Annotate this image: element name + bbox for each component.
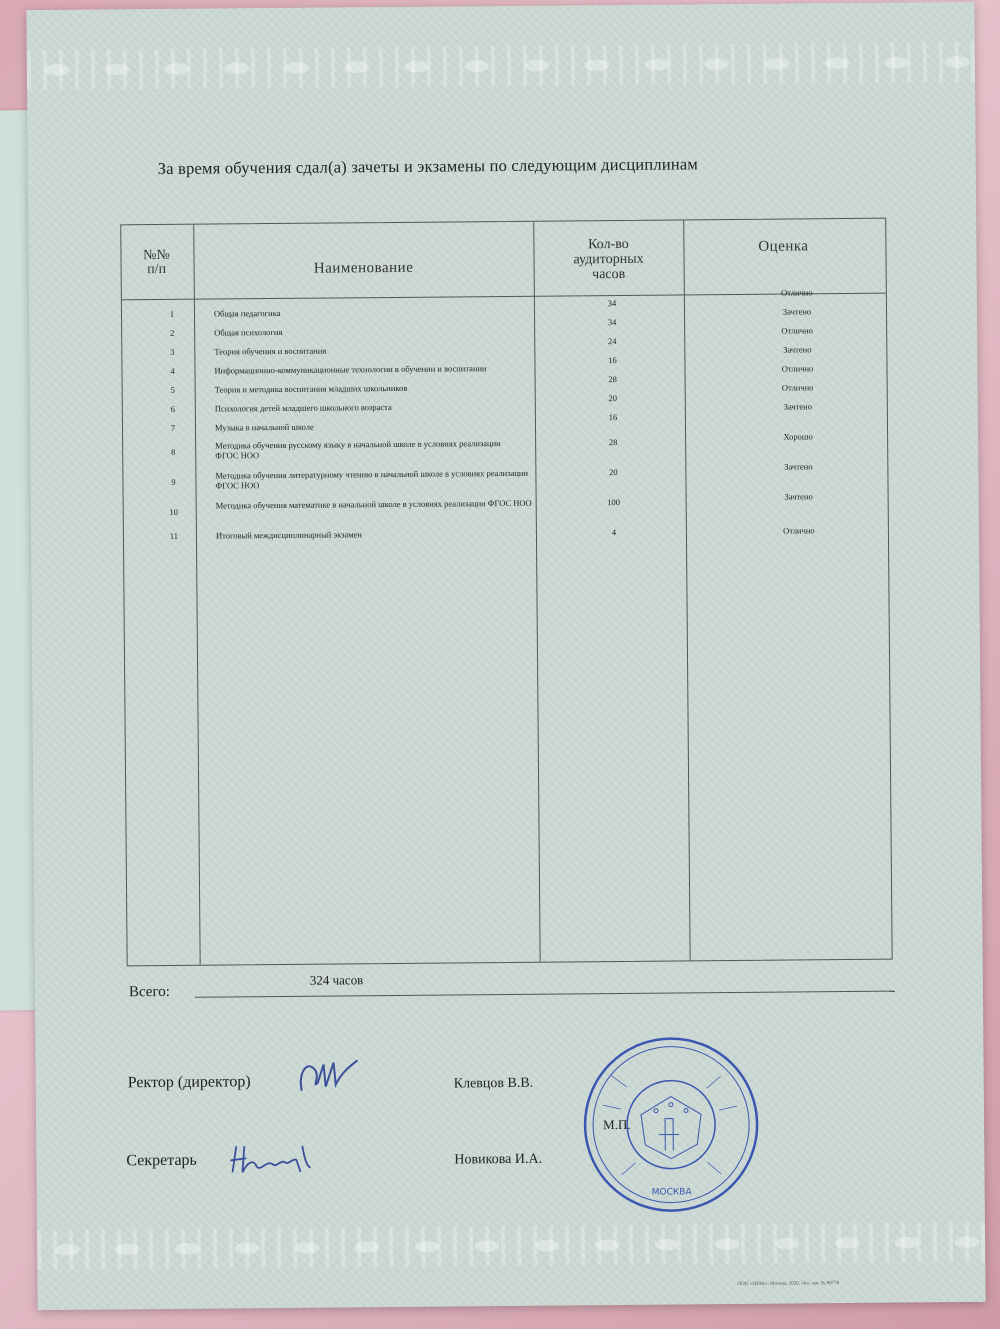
row-hours: 28 [608,437,618,448]
row-hours: 20 [609,467,618,478]
stamp-place-label: М.П. [603,1116,631,1133]
rector-label: Ректор (директор) [127,1073,251,1092]
row-discipline: Психология детей младшего школьного возраста [214,401,392,414]
printer-imprint: ООО «ЗНАК», Москва, 2020, «Б», зак. № 90770 [737,1281,840,1288]
row-discipline: Общая педагогика [213,307,281,319]
row-discipline: Теория и методика воспитания младших школьников [214,382,408,395]
row-grade: Отлично [783,525,815,536]
total-hours: 324 часов [309,972,364,988]
row-hours: 24 [607,336,617,347]
row-hours: 34 [607,298,617,309]
column-header-hours: Кол-во аудиторных часов [573,236,644,283]
row-number: 3 [170,346,175,357]
ornamental-border-bottom [37,1222,985,1270]
row-grade: Отлично [781,287,813,298]
row-number: 4 [170,365,175,376]
table-row [123,461,887,491]
row-discipline: Теория обучения и воспитания [214,345,327,357]
row-number: 5 [170,384,175,395]
row-grade: Хорошо [783,431,813,442]
row-number: 11 [169,530,179,541]
column-header-name: Наименование [313,259,414,277]
row-discipline: Музыка в начальной школе [214,421,314,433]
row-number: 6 [170,403,175,414]
column-header-grade: Оценка [758,238,809,255]
row-grade: Зачтено [782,306,812,317]
row-discipline: Общая психология [214,326,283,338]
row-number: 10 [169,506,179,517]
row-hours: 4 [611,527,617,538]
seal-city: МОСКВА [651,1187,692,1198]
table-row [124,525,888,541]
secretary-name: Новикова И.А. [454,1151,543,1168]
row-discipline: Итоговый междисциплинарный экзамен [215,529,363,541]
row-grade: Отлично [781,363,814,374]
ornamental-border-top [27,42,975,90]
row-grade: Зачтено [783,344,812,355]
table-divider [683,220,690,960]
row-hours: 16 [608,412,618,423]
row-number: 9 [171,476,176,487]
total-underline [195,991,895,998]
document-heading: За время обучения сдал(а) зачеты и экзамены по следующим дисциплинам [157,154,699,179]
rector-name: Клевцов В.В. [453,1075,534,1092]
column-header-number: №№ п/п [143,247,170,278]
row-hours: 20 [608,393,618,404]
row-grade: Зачтено [784,491,813,502]
grades-table [120,218,892,967]
secretary-signature [226,1138,316,1179]
row-number: 1 [169,308,175,319]
table-row [124,491,888,517]
rector-signature [293,1052,363,1098]
row-discipline: Методика обучения литературному чтению в начальной школе в условиях реализации ФГОС НОО [215,467,529,491]
row-hours: 100 [607,496,621,508]
row-grade: Отлично [781,325,813,336]
row-hours: 28 [608,374,617,385]
document-sheet [26,2,985,1310]
row-discipline: Методика обучения русскому языку в начальной школе в условиях реализации ФГОС НОО [215,438,501,461]
row-grade: Зачтено [784,461,813,472]
row-number: 8 [171,446,176,457]
row-hours: 16 [608,355,617,366]
row-hours: 34 [607,317,617,328]
secretary-label: Секретарь [126,1151,197,1170]
row-grade: Зачтено [783,401,813,412]
row-number: 2 [169,327,175,338]
row-number: 7 [170,422,176,433]
row-grade: Отлично [781,382,814,393]
row-discipline: Методика обучения математике в начальной школе в условиях реализации ФГОС НОО [215,497,532,511]
total-label: Всего: [128,983,170,1001]
row-discipline: Информационно-коммуникационные технологии в обучении и воспитании [214,363,487,376]
table-row [123,431,887,461]
